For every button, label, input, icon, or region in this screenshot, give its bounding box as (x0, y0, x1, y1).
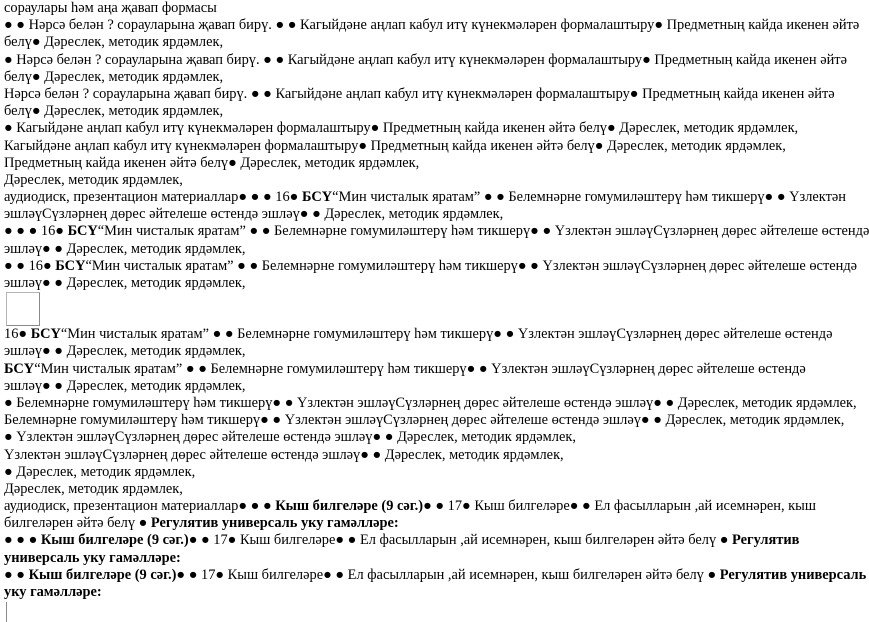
bold-text-run: БСҮ (301, 189, 333, 206)
bold-text-run: БСҮ (4, 360, 35, 377)
bold-text-run: уку гамәлләре: (4, 584, 102, 600)
text-run: эшләү● ● Дәреслек, методик ярдәмлек, (4, 240, 246, 257)
text-run: “Мин чисталык яратам” ● ● Белемнәрне гомумиләштерү һәм тикшерү● ● Үзлектән эшләүСүзләрнең дөрес әйтелеше өстендә (97, 223, 869, 240)
text-run: аудиодиск, презентацион материаллар● ● ● 16● (4, 189, 302, 206)
text-run: ● ● 17● Кыш билгеләре● ● Ел фасылларын ,ай исемнәрен, кыш (423, 498, 816, 515)
text-line (4, 155, 812, 172)
text-line (4, 189, 846, 206)
text-line (4, 85, 835, 103)
text-line (4, 378, 812, 395)
document-body (4, 0, 869, 622)
text-cursor-frame (6, 602, 15, 622)
text-run: ● ● (4, 566, 29, 583)
bold-text-run: БСҮ (67, 223, 98, 240)
text-run: эшләү● ● Дәреслек, методик ярдәмлек, (4, 343, 246, 360)
bold-text-run: Регулятив (732, 532, 800, 549)
text-line (4, 120, 812, 137)
text-line (4, 275, 812, 292)
text-line (4, 464, 812, 481)
bold-text-run: Регулятив универсаль уку гамәлләре: (150, 515, 399, 532)
text-line (4, 343, 812, 360)
text-line (4, 515, 812, 532)
text-run: Кагыйдәне аңлап кабул итү күнекмәләрен формалаштыру● Предметның кайда икенен әйтә белү● Дәреслек, методик ярдәмлек, (4, 137, 786, 154)
text-line (4, 361, 812, 378)
text-run: ● Белемнәрне гомумиләштерү һәм тикшерү● ● Үзлектән эшләүСүзләрнең дөрес әйтелеше өстендә эшләү● ● Дәреслек, методик ярдәмлек, (4, 394, 857, 411)
text-line (4, 257, 858, 275)
text-line (4, 532, 812, 549)
text-run: белү● Дәреслек, методик ярдәмлек, (4, 34, 224, 51)
text-run: Үзлектән эшләүСүзләрнең дөрес әйтелеше өстендә эшләү● ● Дәреслек, методик ярдәмлек, (4, 446, 564, 463)
text-run: “Мин чисталык яратам” ● ● Белемнәрне гомумиләштерү һәм тикшерү● ● Үзлектән эшләүСүзләрнең дөрес әйтелеше өстендә (60, 326, 833, 343)
text-run: белү● Дәреслек, методик ярдәмлек, (4, 103, 224, 120)
text-run: ● Кагыйдәне аңлап кабул итү күнекмәләрен формалаштыру● Предметның кайда икенен әйтә белү● Дәреслек, методик ярдәмлек, (4, 120, 799, 137)
text-line (4, 498, 816, 515)
text-run: эшләү● ● Дәреслек, методик ярдәмлек, (4, 377, 246, 394)
text-run: Нәрсә белән ? сорауларына җавап бирү. ● ● Кагыйдәне аңлап кабул итү күнекмәләрен формалаштыру● Предметның кайда икенен әйтә (4, 85, 835, 102)
text-line (4, 223, 869, 240)
text-run: эшләү● ● Дәреслек, методик ярдәмлек, (4, 275, 246, 291)
text-run: аудиодиск, презентацион материаллар● ● ● (4, 498, 276, 515)
text-run: ● ● 17● Кыш билгеләре● ● Ел фасылларын ,ай исемнәрен, кыш билгеләрен әйтә белү ● (188, 532, 733, 549)
text-run: ● ● 16● (4, 257, 56, 274)
text-line (4, 69, 812, 86)
bold-text-run: БСҮ (55, 257, 86, 274)
text-run: белү● Дәреслек, методик ярдәмлек, (4, 68, 224, 85)
text-run: Дәреслек, методик ярдәмлек, (4, 171, 183, 188)
text-run: ● ● 17● Кыш билгеләре● ● Ел фасылларын ,ай исемнәрен, кыш билгеләрен әйтә белү ● (176, 566, 720, 583)
text-run: ● ● ● (4, 532, 41, 549)
text-run: ● Үзлектән эшләүСүзләрнең дөрес әйтелеше өстендә эшләү● ● Дәреслек, методик ярдәмлек, (4, 429, 576, 446)
text-run: сораулары һәм аңа җавап формасы (4, 0, 217, 16)
text-run: “Мин чисталык яратам” ● ● Белемнәрне гомумиләштерү һәм тикшерү● ● Үзлектән (332, 189, 846, 206)
bold-text-run: Регулятив универсаль (719, 566, 867, 583)
text-run: Предметның кайда икенен әйтә белү● Дәреслек, методик ярдәмлек, (4, 154, 420, 171)
bold-text-run: Кыш билгеләре (9 сәг.) (275, 498, 424, 515)
text-run: Дәреслек, методик ярдәмлек, (4, 480, 183, 497)
text-line (4, 550, 812, 567)
bold-text-run: Кыш билгеләре (9 сәг.) (28, 566, 177, 583)
text-run: “Мин чисталык яратам” ● ● Белемнәрне гомумиләштерү һәм тикшерү● ● Үзлектән эшләүСүзләрнең дөрес әйтелеше өстендә (85, 257, 858, 274)
text-line (4, 34, 812, 51)
text-box-frame (6, 292, 40, 326)
text-run: билгеләрен әйтә белү ● (4, 515, 151, 532)
bold-text-run: БСҮ (30, 326, 61, 343)
text-line (4, 138, 812, 155)
text-line (4, 326, 833, 343)
text-line (4, 481, 812, 498)
text-run: ● Нәрсә белән ? сорауларына җавап бирү. ● ● Кагыйдәне аңлап кабул итү күнекмәләрен формалаштыру● Предметның кайда икенен әйтә (4, 51, 847, 68)
text-line (4, 584, 812, 601)
text-run: 16● (4, 326, 31, 343)
text-run: ● ● ● 16● (4, 223, 68, 240)
text-line (4, 51, 847, 69)
text-line (4, 429, 812, 446)
text-line (4, 412, 845, 429)
text-line (4, 172, 812, 189)
text-line (4, 566, 867, 584)
text-run: Белемнәрне гомумиләштерү һәм тикшерү● ● Үзлектән эшләүСүзләрнең дөрес әйтелеше өстендә эшләү● ● Дәреслек, методик ярдәмлек, (4, 412, 845, 429)
text-line (4, 394, 857, 412)
text-line (4, 447, 812, 464)
text-run: эшләүСүзләрнең дөрес әйтелеше өстендә эшләү● ● Дәреслек, методик ярдәмлек, (4, 206, 504, 223)
text-line (4, 241, 812, 258)
text-line (4, 0, 812, 17)
text-run: “Мин чисталык яратам” ● ● Белемнәрне гомумиләштерү һәм тикшерү● ● Үзлектән эшләүСүзләрнең дөрес әйтелеше өстендә (34, 360, 806, 377)
text-line (4, 17, 860, 34)
text-run: ● Дәреслек, методик ярдәмлек, (4, 463, 196, 480)
text-run: ● ● Нәрсә белән ? сорауларына җавап бирү. ● ● Кагыйдәне аңлап кабул итү күнекмәләрен формалаштыру● Предметның кайда икенен әйтә (4, 17, 860, 34)
text-line (4, 206, 812, 223)
text-line (4, 103, 812, 120)
bold-text-run: универсаль уку гамәлләре: (4, 549, 181, 566)
bold-text-run: Кыш билгеләре (9 сәг.) (40, 532, 189, 549)
